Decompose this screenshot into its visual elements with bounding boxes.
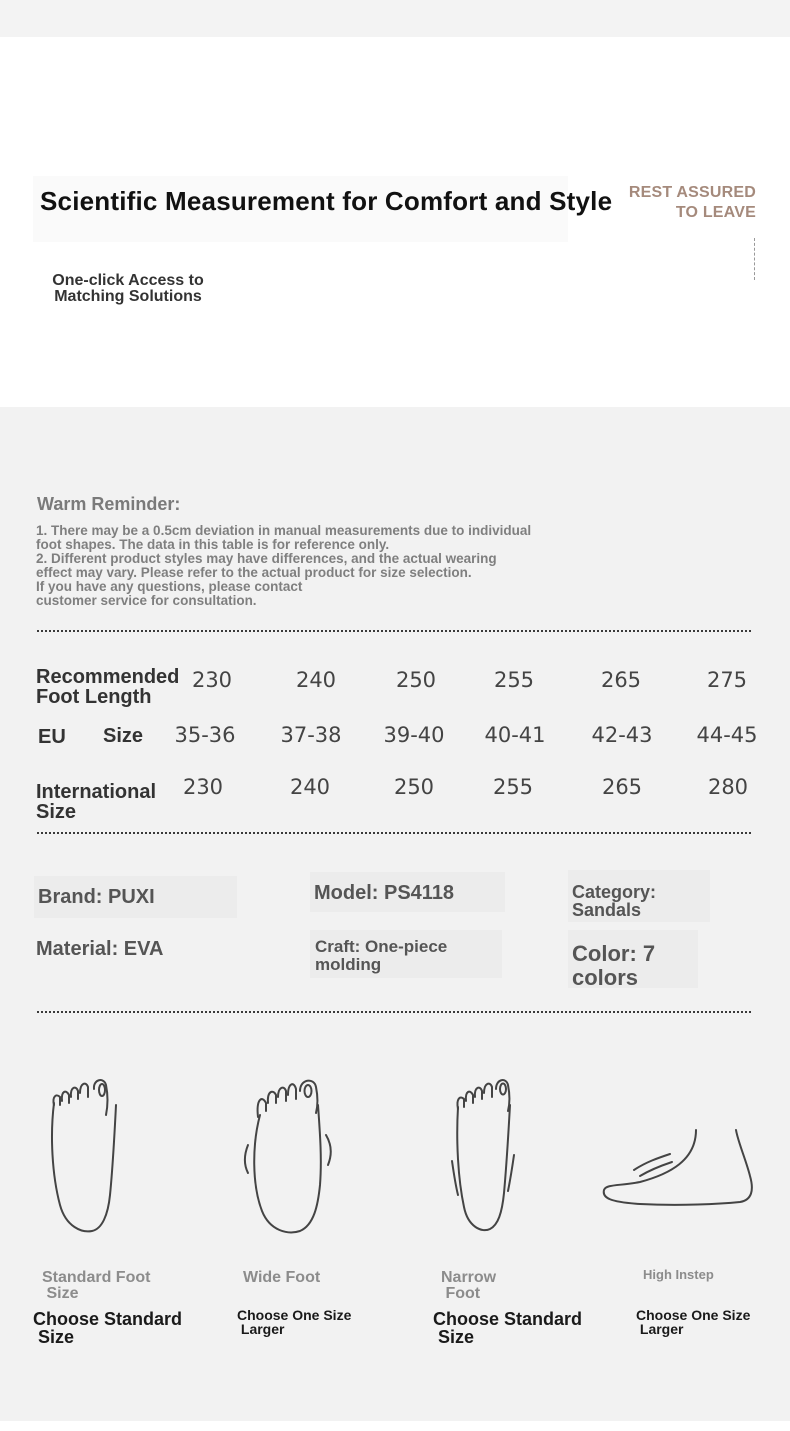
- table-cell: 265: [601, 775, 643, 799]
- table-cell: 265: [600, 668, 642, 692]
- rest-assured-stamp: [629, 183, 756, 223]
- wide-foot-icon: [238, 1075, 338, 1237]
- spec-material: Material: EVA: [36, 938, 164, 960]
- foot-advice-line-1: Choose Standard: [33, 1309, 183, 1329]
- table-cell: 255: [493, 668, 535, 692]
- foot-type-label: [42, 1270, 150, 1302]
- bottom-band: [0, 1421, 790, 1431]
- reminder-line: customer service for consultation.: [36, 593, 257, 608]
- foot-advice-line-1: Choose Standard: [433, 1309, 583, 1329]
- table-cell: 44-45: [696, 723, 758, 747]
- table-cell: 35-36: [174, 723, 236, 747]
- row-label-line-1: International: [36, 781, 157, 803]
- table-cell: 240: [295, 668, 337, 692]
- hero-subtitle: [39, 273, 217, 305]
- foot-type-label-line-2: Size: [42, 1285, 79, 1302]
- row-label-line-2: Foot Length: [36, 686, 152, 708]
- table-cell: 240: [289, 775, 331, 799]
- dotted-divider: [37, 1011, 751, 1013]
- spec-color: [572, 942, 655, 990]
- foot-advice: [636, 1308, 750, 1336]
- foot-advice-line-1: Choose One Size: [237, 1307, 352, 1323]
- spec-category-line-1: Category:: [572, 882, 657, 902]
- table-cell: 230: [191, 668, 233, 692]
- reminder-line: 2. Different product styles may have differences, and the actual wearing: [36, 551, 497, 566]
- foot-type-label: [441, 1270, 496, 1302]
- dotted-divider: [37, 832, 751, 834]
- foot-advice-line-2: Larger: [636, 1321, 684, 1337]
- narrow-foot-icon: [440, 1075, 530, 1237]
- reminder-line: 1. There may be a 0.5cm deviation in manual measurements due to individual: [36, 523, 532, 538]
- foot-type-label: [243, 1270, 320, 1286]
- spec-color-line-1: Color: 7: [572, 941, 656, 966]
- hero-title: Scientific Measurement for Comfort and Style: [40, 186, 613, 216]
- foot-advice: [33, 1310, 182, 1346]
- table-cell: 250: [395, 668, 437, 692]
- table-cell: 40-41: [484, 723, 546, 747]
- high-instep-foot-icon: [600, 1120, 760, 1210]
- row-label-line-2: Size: [36, 801, 77, 823]
- stamp-line-1: REST ASSURED: [628, 184, 756, 201]
- top-band: [0, 0, 790, 37]
- spec-craft-line-1: Craft: One-piece: [315, 937, 448, 956]
- foot-advice: [237, 1308, 351, 1336]
- spec-color-line-2: colors: [572, 965, 639, 990]
- reminder-title: Warm Reminder:: [37, 494, 181, 514]
- spec-category-line-2: Sandals: [572, 900, 642, 920]
- spec-craft: [315, 938, 447, 974]
- foot-type-label-line-1: Standard Foot: [42, 1269, 151, 1286]
- table-cell: 255: [492, 775, 534, 799]
- foot-advice-line-2: Size: [33, 1327, 75, 1347]
- foot-type-label-line-1: Wide Foot: [243, 1269, 321, 1286]
- standard-foot-icon: [40, 1075, 130, 1237]
- row-label-size: Size: [103, 725, 144, 747]
- spec-craft-line-2: molding: [315, 955, 382, 974]
- dotted-divider: [37, 630, 751, 632]
- foot-type-label-line-1: High Instep: [643, 1267, 714, 1282]
- spec-model: Model: PS4118: [314, 882, 455, 904]
- foot-advice-line-2: Size: [433, 1327, 475, 1347]
- foot-advice-line-2: Larger: [237, 1321, 285, 1337]
- foot-type-label-line-2: Foot: [441, 1285, 481, 1302]
- foot-type-label: [643, 1268, 714, 1281]
- stamp-divider: [754, 238, 755, 280]
- reminder-line: effect may vary. Please refer to the actual product for size selection.: [36, 565, 472, 580]
- row-label-international: [36, 782, 156, 822]
- table-cell: 280: [707, 775, 749, 799]
- table-cell: 39-40: [383, 723, 445, 747]
- row-label-line-1: Recommended: [36, 666, 180, 688]
- foot-advice-line-1: Choose One Size: [636, 1307, 751, 1323]
- hero-subtitle-line-1: One-click Access to: [52, 272, 204, 289]
- table-cell: 42-43: [591, 723, 653, 747]
- reminder-line: If you have any questions, please contact: [36, 579, 303, 594]
- row-label-eu: EU: [38, 726, 66, 748]
- spec-category: [572, 883, 656, 919]
- foot-type-label-line-1: Narrow: [441, 1269, 497, 1286]
- row-label-foot-length: [36, 667, 179, 707]
- table-cell: 230: [182, 775, 224, 799]
- table-cell: 250: [393, 775, 435, 799]
- table-cell: 37-38: [280, 723, 342, 747]
- reminder-line: foot shapes. The data in this table is for reference only.: [36, 537, 390, 552]
- stamp-line-2: TO LEAVE: [675, 204, 756, 221]
- spec-brand: Brand: PUXI: [38, 886, 155, 908]
- table-cell: 275: [706, 668, 748, 692]
- foot-advice: [433, 1310, 582, 1346]
- hero-subtitle-line-2: Matching Solutions: [54, 288, 202, 305]
